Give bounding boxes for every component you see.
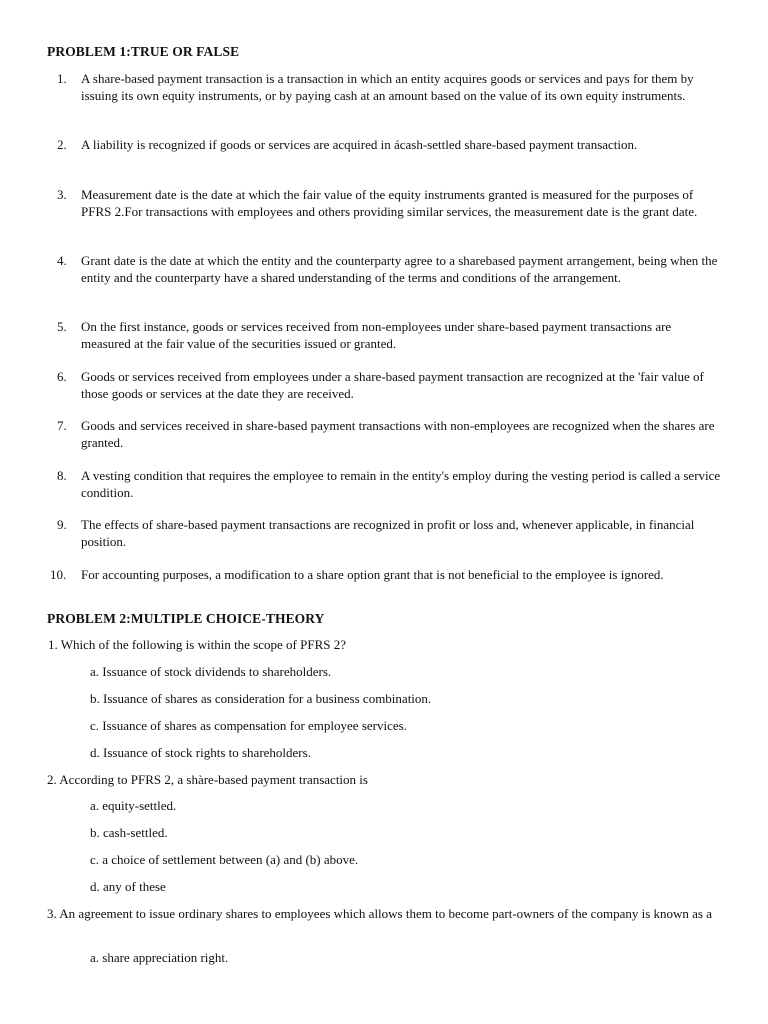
question-2: 2. According to PFRS 2, a shàre-based payment transaction is <box>47 772 368 787</box>
item-number: 4. <box>57 253 67 268</box>
item-number: 5. <box>57 319 67 334</box>
question-2-option-b: b. cash-settled. <box>90 825 168 840</box>
item-text: Goods and services received in share-based payment transactions with non-employees are recognized when the shares are granted. <box>81 418 715 450</box>
item-number: 3. <box>57 187 67 202</box>
item-number: 2. <box>57 137 67 152</box>
question-1: 1. Which of the following is within the scope of PFRS 2? <box>48 637 347 652</box>
question-3: 3. An agreement to issue ordinary shares to employees which allows them to become part-owners of the company is known as a <box>47 906 712 921</box>
item-text: Goods or services received from employees under a share-based payment transaction are recognized at the 'fair value of those goods or services at the date they are received. <box>81 369 704 401</box>
question-1-option-b: b. Issuance of shares as consideration for a business combination. <box>90 691 432 706</box>
question-2-option-a: a. equity-settled. <box>90 798 177 813</box>
item-number: 1. <box>57 71 67 86</box>
question-3-option-a: a. share appreciation right. <box>90 950 229 965</box>
item-text: A liability is recognized if goods or services are acquired in ácash-settled share-based payment transaction. <box>81 137 638 152</box>
item-number: 9. <box>57 517 67 532</box>
item-number: 7. <box>57 418 67 433</box>
item-number: 6. <box>57 369 67 384</box>
problem2-heading: PROBLEM 2:MULTIPLE CHOICE-THEORY <box>47 611 325 626</box>
problem1-heading: PROBLEM 1:TRUE OR FALSE <box>47 44 240 59</box>
item-number: 8. <box>57 468 67 483</box>
item-text: On the first instance, goods or services received from non-employees under share-based payment transactions are measured at the fair value of the securities issued or granted. <box>81 319 672 351</box>
question-2-option-c: c. a choice of settlement between (a) and (b) above. <box>90 852 359 867</box>
item-text: For accounting purposes, a modification to a share option grant that is not beneficial to the employee is ignored. <box>81 567 664 582</box>
item-text: The effects of share-based payment transactions are recognized in profit or loss and, whenever applicable, in financial position. <box>81 517 695 549</box>
question-1-option-c: c. Issuance of shares as compensation for employee services. <box>90 718 407 733</box>
item-text: A vesting condition that requires the employee to remain in the entity's employ during the vesting period is called a service condition. <box>81 468 721 500</box>
item-text: Measurement date is the date at which the fair value of the equity instruments granted is measured for the purposes of PFRS 2.For transactions with employees and others providing similar services, the measurement date is the grant date. <box>81 187 698 219</box>
question-1-option-a: a. Issuance of stock dividends to shareholders. <box>90 664 332 679</box>
item-number: 10. <box>50 567 67 582</box>
item-text: A share-based payment transaction is a transaction in which an entity acquires goods or services and pays for them by issuing its own equity instruments, or by paying cash at an amount based on the value of its own equity instruments. <box>81 71 694 103</box>
question-2-option-d: d. any of these <box>90 879 166 894</box>
question-1-option-d: d. Issuance of stock rights to shareholders. <box>90 745 311 760</box>
item-text: Grant date is the date at which the entity and the counterparty agree to a sharebased payment arrangement, being when the entity and the counterparty have a shared understanding of the terms and conditions of the arrangement. <box>81 253 718 285</box>
